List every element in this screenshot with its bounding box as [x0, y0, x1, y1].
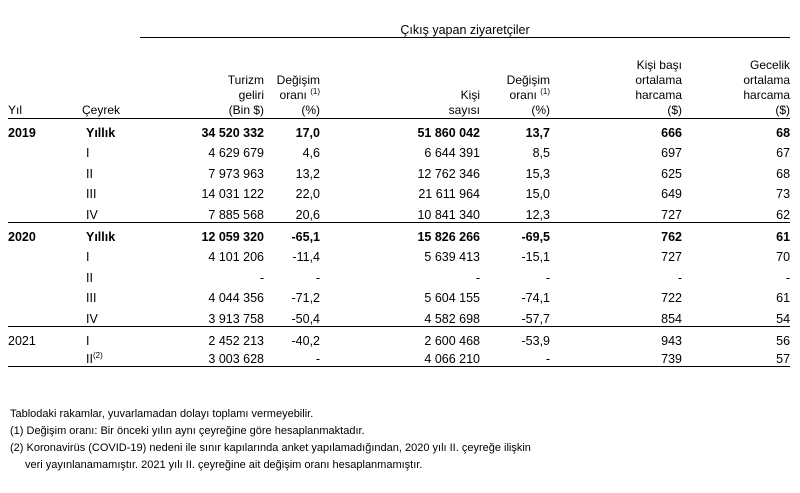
- cell-year: 2021: [8, 326, 70, 347]
- table-row: [8, 201, 790, 222]
- cell-nightly-spend: 68: [776, 166, 791, 181]
- table-body: [8, 119, 790, 367]
- cell-change1: 17,0: [295, 125, 320, 140]
- cell-avg-spend: 727: [661, 207, 682, 222]
- cell-quarter: [70, 348, 140, 367]
- quarter-label: I: [86, 333, 90, 348]
- quarter-label: I: [86, 146, 90, 161]
- cell-change2: -57,7: [521, 311, 550, 326]
- cell-quarter: [70, 244, 140, 265]
- quarter-label: I: [86, 250, 90, 265]
- cell-change2: 12,3: [525, 207, 550, 222]
- quarter-label: IV: [86, 311, 98, 326]
- cell-change2: 15,0: [525, 187, 550, 202]
- cell-persons: 4 582 698: [424, 311, 480, 326]
- cell-income: 14 031 122: [201, 187, 264, 202]
- cell-persons: 21 611 964: [418, 187, 480, 202]
- quarter-label: Yıllık: [86, 125, 116, 140]
- cell-income: 12 059 320: [140, 222, 264, 243]
- cell-nightly-spend: 61: [682, 222, 790, 243]
- cell-nightly-spend: 62: [776, 207, 791, 222]
- table-row: [8, 119, 790, 140]
- cell-income: 3 003 628: [140, 348, 264, 367]
- quarter-label: III: [86, 291, 97, 306]
- cell-change1: -50,4: [291, 311, 320, 326]
- cell-year: 2020: [8, 222, 70, 243]
- table-row: [8, 160, 790, 181]
- cell-year: [8, 305, 70, 326]
- col-header-income: Turizm geliri (Bin $): [227, 73, 264, 117]
- cell-persons: 12 762 346: [417, 166, 480, 181]
- cell-change2: -15,1: [521, 250, 550, 265]
- cell-income: 7 885 568: [208, 207, 264, 222]
- cell-quarter: [70, 140, 140, 161]
- cell-avg-spend: 722: [661, 291, 682, 306]
- cell-year: 2019: [8, 125, 36, 140]
- cell-persons: 51 860 042: [417, 125, 480, 140]
- table-row: [8, 222, 790, 243]
- cell-quarter: [70, 160, 140, 181]
- cell-avg-spend: 727: [661, 250, 682, 265]
- table-row: [8, 326, 790, 347]
- cell-avg-spend: 625: [661, 166, 682, 181]
- table-row: [8, 305, 790, 326]
- col-header-avg-spend: Kişi başı ortalama harcama ($): [635, 58, 682, 117]
- note-2a: (2) Koronavirüs (COVID-19) nedeni ile sınır kapılarında anket yapılamadığından, 2020 yılı II. çeyreğe ilişkin: [10, 442, 531, 454]
- cell-quarter: [70, 264, 140, 285]
- cell-change1: -40,2: [264, 326, 320, 347]
- table-row: [8, 285, 790, 306]
- cell-persons: 5 604 155: [424, 291, 480, 306]
- cell-nightly-spend: 67: [776, 146, 791, 161]
- cell-persons: 15 826 266: [320, 222, 480, 243]
- quarter-footnote-mark: (2): [92, 350, 103, 360]
- cell-quarter: [70, 181, 140, 202]
- table-row: [8, 348, 790, 367]
- quarter-label: II: [86, 166, 93, 181]
- cell-income: 34 520 332: [201, 125, 264, 140]
- cell-year: [8, 140, 70, 161]
- cell-avg-spend: 649: [661, 187, 682, 202]
- cell-nightly-spend: 56: [682, 326, 790, 347]
- tourism-expenditure-table: [8, 15, 790, 367]
- cell-income: -: [259, 270, 264, 285]
- note-rounding: Tablodaki rakamlar, yuvarlamadan dolayı toplamı vermeyebilir.: [10, 408, 314, 420]
- col-header-quarter: Çeyrek: [82, 103, 121, 117]
- col-header-year: Yıl: [8, 103, 23, 117]
- cell-change1: 20,6: [295, 207, 320, 222]
- quarter-label: IV: [86, 207, 98, 222]
- cell-change2: -: [545, 270, 550, 285]
- cell-change2: 8,5: [532, 146, 550, 161]
- cell-quarter: [70, 119, 140, 140]
- quarter-label: II: [86, 270, 93, 285]
- cell-avg-spend: 666: [661, 125, 682, 140]
- cell-year: [8, 285, 70, 306]
- cell-nightly-spend: 57: [682, 348, 790, 367]
- col-header-change1: Değişim oranı $^{(1)}$ (%): [276, 73, 320, 117]
- cell-change1: -: [264, 348, 320, 367]
- cell-change1: 4,6: [302, 146, 320, 161]
- cell-year: [8, 244, 70, 265]
- cell-avg-spend: -: [677, 270, 682, 285]
- cell-income: 4 044 356: [208, 291, 264, 306]
- note-2b: veri yayınlanamamıştır. 2021 yılı II. çeyreğine ait değişim oranı hesaplanmamıştır.: [25, 459, 423, 471]
- cell-nightly-spend: 73: [776, 187, 791, 202]
- cell-change1: 13,2: [295, 166, 320, 181]
- cell-persons: 4 066 210: [320, 348, 480, 367]
- note-1: (1) Değişim oranı: Bir önceki yılın aynı çeyreğine göre hesaplanmaktadır.: [10, 425, 365, 437]
- cell-income: 2 452 213: [140, 326, 264, 347]
- cell-quarter: [70, 326, 140, 347]
- table-row: [8, 244, 790, 265]
- cell-change2: -53,9: [480, 326, 550, 347]
- cell-avg-spend: 739: [550, 348, 682, 367]
- cell-nightly-spend: 61: [776, 291, 791, 306]
- cell-change1: 22,0: [295, 187, 320, 202]
- cell-year: [8, 181, 70, 202]
- cell-change2: -74,1: [521, 291, 550, 306]
- table-row: [8, 264, 790, 285]
- cell-income: 4 629 679: [208, 146, 264, 161]
- col-header-change2: Değişim oranı $^{(1)}$ (%): [506, 73, 550, 117]
- cell-income: 3 913 758: [208, 311, 264, 326]
- cell-nightly-spend: 54: [776, 311, 791, 326]
- col-header-persons: Kişi sayısı: [448, 88, 480, 117]
- cell-quarter: [70, 285, 140, 306]
- cell-change1: -: [315, 270, 320, 285]
- col-header-nightly-spend: Gecelik ortalama harcama ($): [743, 58, 791, 117]
- cell-persons: 5 639 413: [424, 250, 480, 265]
- cell-change2: -69,5: [480, 222, 550, 243]
- cell-quarter: [70, 305, 140, 326]
- cell-change1: -11,4: [292, 250, 320, 265]
- cell-persons: 2 600 468: [320, 326, 480, 347]
- table-row: [8, 181, 790, 202]
- quarter-label: III: [86, 187, 97, 202]
- cell-avg-spend: 762: [550, 222, 682, 243]
- cell-quarter: [70, 222, 140, 243]
- cell-year: [8, 160, 70, 181]
- cell-income: 7 973 963: [208, 166, 264, 181]
- cell-nightly-spend: -: [785, 270, 791, 285]
- cell-change2: 13,7: [525, 125, 550, 140]
- cell-year: [8, 348, 70, 367]
- table-row: [8, 140, 790, 161]
- cell-avg-spend: 854: [661, 311, 682, 326]
- quarter-label: II: [86, 351, 93, 366]
- cell-change1: -71,2: [291, 291, 320, 306]
- group-header-row: [8, 15, 790, 38]
- cell-avg-spend: 697: [661, 146, 682, 161]
- group-title: Çıkış yapan ziyaretçiler: [140, 15, 790, 38]
- cell-nightly-spend: 70: [776, 250, 791, 265]
- cell-persons: 10 841 340: [417, 207, 480, 222]
- cell-income: 4 101 206: [208, 250, 264, 265]
- cell-year: [8, 264, 70, 285]
- cell-persons: 6 644 391: [424, 146, 480, 161]
- cell-change1: -65,1: [264, 222, 320, 243]
- cell-avg-spend: 943: [550, 326, 682, 347]
- cell-quarter: [70, 201, 140, 222]
- column-header-row: [8, 38, 790, 119]
- table-notes: [10, 406, 531, 474]
- cell-year: [8, 201, 70, 222]
- cell-change2: 15,3: [525, 166, 550, 181]
- cell-change2: -: [480, 348, 550, 367]
- cell-persons: -: [475, 270, 480, 285]
- quarter-label: Yıllık: [86, 229, 116, 244]
- cell-nightly-spend: 68: [776, 125, 791, 140]
